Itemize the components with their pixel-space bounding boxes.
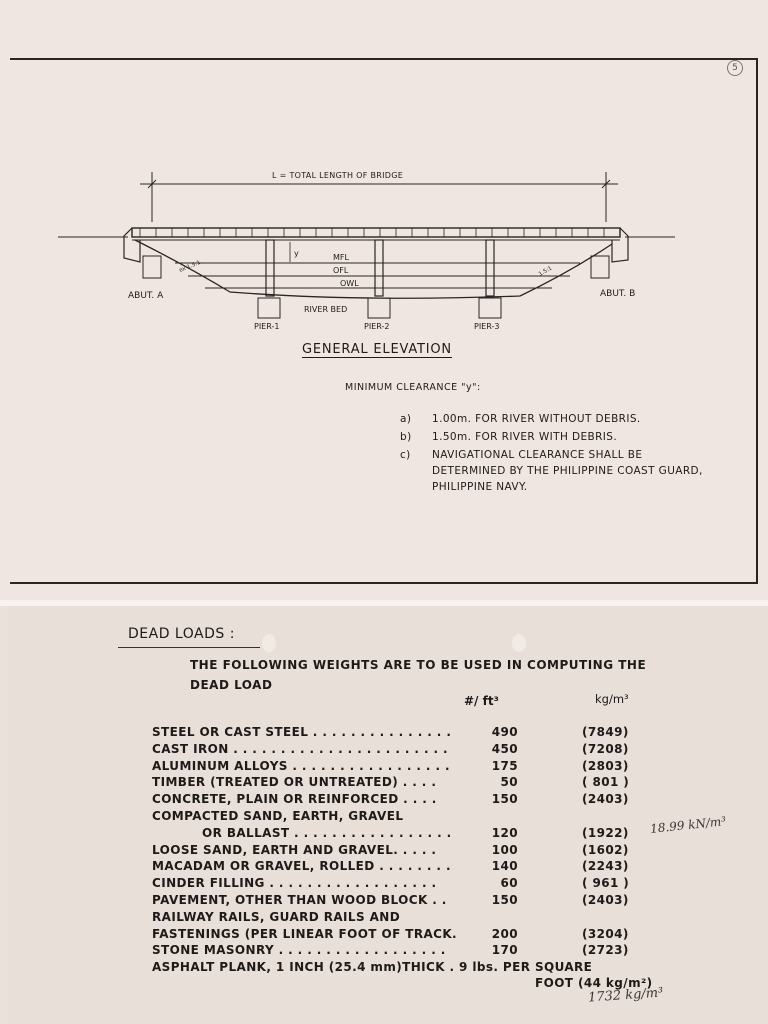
abutment-b-label: ABUT. B [600, 289, 636, 299]
material-cell: LOOSE SAND, EARTH AND GRAVEL. . . . . [152, 842, 437, 857]
mfl-label: MFL [333, 253, 349, 262]
material-cell: CINDER FILLING . . . . . . . . . . . . . . . . . . [152, 876, 437, 891]
table-row [152, 959, 672, 976]
pier-1-label: PIER-1 [254, 322, 280, 331]
note-text: 1.50m. FOR RIVER WITH DEBRIS. [432, 431, 618, 443]
note-text: 1.00m. FOR RIVER WITHOUT DEBRIS. [432, 413, 641, 425]
table-row [152, 825, 672, 842]
pier-3-label: PIER-3 [474, 322, 500, 331]
asphalt-foot-text: FOOT (44 kg/m²) [535, 976, 653, 990]
note-mark: c) [400, 449, 411, 461]
bridge-elevation-drawing [0, 0, 768, 340]
ofl-label: OFL [333, 266, 349, 275]
title-underline [118, 647, 260, 648]
material-cell: STONE MASONRY . . . . . . . . . . . . . . . . . . [152, 943, 446, 958]
imperial-value-cell: 120 [491, 825, 518, 840]
abutment-a-label: ABUT. A [128, 291, 164, 301]
handwritten-annotation: 1732 kg/m³ [587, 985, 664, 1006]
metric-value-cell: (2243) [582, 859, 629, 874]
slope-right-label: 1.5:1 [538, 265, 554, 278]
metric-value-cell: (3204) [582, 926, 629, 941]
note-b [400, 429, 710, 445]
table-row [152, 942, 672, 959]
metric-value-cell: (7208) [582, 741, 629, 756]
material-cell: TIMBER (TREATED OR UNTREATED) . . . . [152, 775, 437, 790]
imperial-value-cell: 450 [491, 741, 518, 756]
page-number: 5 [727, 60, 743, 76]
imperial-value-cell: 150 [491, 792, 518, 807]
metric-value-cell: (2723) [582, 943, 629, 958]
length-dimension-label: L = TOTAL LENGTH OF BRIDGE [272, 171, 404, 180]
note-mark: a) [400, 413, 412, 425]
metric-value-cell: (2803) [582, 758, 629, 773]
metric-value-cell: (2403) [582, 792, 629, 807]
metric-value-cell: (1602) [582, 842, 629, 857]
table-row [152, 858, 672, 875]
material-cell: COMPACTED SAND, EARTH, GRAVEL [152, 808, 404, 823]
table-row [152, 909, 672, 926]
table-row [152, 741, 672, 758]
dead-loads-table [152, 724, 672, 976]
dead-loads-title: DEAD LOADS : [128, 626, 235, 642]
material-cell: CONCRETE, PLAIN OR REINFORCED . . . . [152, 792, 437, 807]
imperial-value-cell: 490 [491, 725, 518, 739]
note-a [400, 411, 710, 427]
imperial-value-cell: 150 [491, 892, 518, 907]
table-row [152, 724, 672, 741]
imperial-value-cell: 60 [500, 876, 518, 891]
punch-hole [512, 634, 526, 652]
material-cell: CAST IRON . . . . . . . . . . . . . . . . . . . . . . . [152, 741, 448, 756]
unit-metric-header: kg/m³ [595, 692, 629, 706]
material-cell: MACADAM OR GRAVEL, ROLLED . . . . . . . . [152, 859, 451, 874]
handwritten-annotation: 18.99 kN/m³ [649, 814, 727, 836]
clearance-notes [400, 411, 710, 497]
material-cell: RAILWAY RAILS, GUARD RAILS AND [152, 909, 401, 924]
material-cell: STEEL OR CAST STEEL . . . . . . . . . . . . . . . [152, 725, 452, 739]
imperial-value-cell: 170 [491, 943, 518, 958]
table-row [152, 758, 672, 775]
material-cell: FASTENINGS (PER LINEAR FOOT OF TRACK. [152, 926, 458, 941]
clearance-y-label: y [294, 249, 299, 258]
imperial-value-cell: 100 [491, 842, 518, 857]
owl-label: OWL [340, 279, 359, 288]
metric-value-cell: ( 961 ) [582, 876, 630, 891]
note-c [400, 447, 710, 495]
slope-left-label: ex 1.5:1 [178, 259, 202, 274]
pier-2-label: PIER-2 [364, 322, 390, 331]
metric-value-cell: (1922) [582, 825, 629, 840]
metric-value-cell: (7849) [582, 725, 629, 739]
imperial-value-cell: 175 [491, 758, 518, 773]
drawing-title: GENERAL ELEVATION [302, 342, 452, 357]
material-cell: OR BALLAST . . . . . . . . . . . . . . . . . [202, 825, 452, 840]
unit-imperial-header: #/ ft³ [464, 694, 499, 708]
table-row [152, 892, 672, 909]
note-mark: b) [400, 431, 412, 443]
metric-value-cell: (2403) [582, 892, 629, 907]
river-bed-label: RIVER BED [304, 305, 348, 314]
imperial-value-cell: 50 [500, 775, 518, 790]
metric-value-cell: ( 801 ) [582, 775, 630, 790]
table-row [152, 875, 672, 892]
dead-loads-intro: THE FOLLOWING WEIGHTS ARE TO BE USED IN COMPUTING THE DEAD LOAD [190, 658, 647, 692]
clearance-heading: MINIMUM CLEARANCE "y": [345, 382, 481, 393]
table-row [152, 774, 672, 791]
imperial-value-cell: 200 [491, 926, 518, 941]
material-cell: ALUMINUM ALLOYS . . . . . . . . . . . . . . . . . [152, 758, 450, 773]
material-cell: ASPHALT PLANK, 1 INCH (25.4 mm)THICK . 9 lbs. PER SQUARE [152, 960, 593, 975]
punch-hole [262, 634, 276, 652]
note-text: NAVIGATIONAL CLEARANCE SHALL BE DETERMINED BY THE PHILIPPINE COAST GUARD, PHILIPPINE NAVY. [432, 449, 703, 493]
table-row [152, 842, 672, 859]
table-row [152, 791, 672, 808]
material-cell: PAVEMENT, OTHER THAN WOOD BLOCK . . [152, 892, 447, 907]
table-row [152, 808, 672, 825]
imperial-value-cell: 140 [491, 859, 518, 874]
table-row [152, 926, 672, 943]
